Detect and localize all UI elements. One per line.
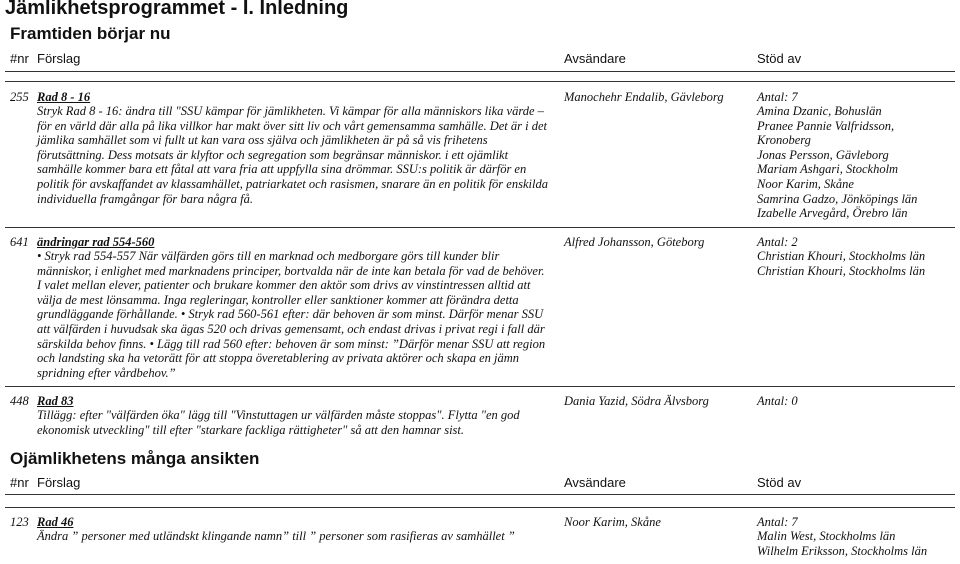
proposal-text-line: politik för avskaffandet av klassamhället, patriarkatet och rasismen, snarare än en politik för enskilda	[37, 176, 548, 191]
proposal-text	[37, 104, 562, 206]
proposal-text-line: samhälle kommer bara ett fåtal att vara fria att uppfylla sina drömmar. SSU:s politik är därför en	[37, 162, 527, 177]
proposal-text-line: och landsting ska ha vetorätt för att stoppa överetablering av privata aktörer och skapa en jämn	[37, 351, 519, 366]
proposal-antal: Antal: 7	[757, 90, 798, 104]
support-list	[757, 249, 925, 278]
column-header-forslag: Förslag	[37, 51, 81, 66]
proposal-text-line: Tillägg: efter "välfärden öka" lägg till "Vinstuttagen ur välfärden måste stoppas". Flytta "en god	[37, 408, 520, 422]
proposal-sender: Manochehr Endalib, Gävleborg	[564, 90, 724, 104]
proposal-rule	[5, 507, 955, 508]
proposal-rad-link[interactable]: Rad 46	[37, 515, 74, 529]
proposal-number: 255	[10, 90, 29, 104]
proposal-rule	[5, 386, 955, 387]
column-header-stod: Stöd av	[757, 475, 802, 490]
supporter: Christian Khouri, Stockholms län	[757, 263, 926, 278]
column-header-forslag: Förslag	[37, 475, 81, 490]
proposal-text	[37, 529, 562, 544]
supporter: Pranee Pannie Valfridsson,	[757, 118, 895, 133]
header-rule	[5, 71, 955, 72]
proposal-text-line: Ändra ” personer med utländskt klingande namn” till ” personer som rasifieras av samhället ”	[37, 529, 515, 543]
header-rule	[5, 494, 955, 495]
document-title: Jämlikhetsprogrammet - I. Inledning	[5, 0, 349, 19]
proposal-number: 641	[10, 235, 29, 249]
support-list	[757, 104, 917, 221]
proposal-rad-link[interactable]: Rad 8 - 16	[37, 90, 91, 104]
supporter: Izabelle Arvegård, Örebro län	[757, 206, 908, 221]
proposal-text-line: grundläggande förhållande. • Stryk rad 560-561 efter: där behoven är som minst. Därför menar SSU	[37, 307, 544, 322]
column-header-nr: #nr	[10, 475, 29, 490]
proposal-rad-link[interactable]: Rad 83	[37, 394, 74, 408]
proposal-text-line: att välfärden i huvudsak ska ägas 520 och drivas gemensamt, och endast drivas i privat regi i fall där	[37, 321, 545, 336]
proposal-text-line: spridning efter vårdbehov.”	[37, 365, 176, 380]
supporter: Malin West, Stockholms län	[757, 529, 896, 543]
supporter: Mariam Ashgari, Stockholm	[757, 162, 899, 177]
proposal-text-line: • Stryk rad 554-557 När välfärden görs till en marknad och medborgare görs till kunder blir	[37, 249, 500, 263]
proposal-text-line: jämlika samhället som vi fullt ut kan vara oss själva och jämlikheten är på så vis frihetens	[37, 133, 488, 148]
proposal-text-line: förutsättning. Dess motsats är klyftor och segregation som begränsar människor. i ett ojämlikt	[37, 147, 509, 162]
supporter: Amina Dzanic, Bohuslän	[757, 104, 882, 118]
proposal-text-line: Stryk Rad 8 - 16: ändra till "SSU kämpar för jämlikheten. Vi kämpar för alla människors lika värde –	[37, 104, 544, 118]
proposal-sender: Dania Yazid, Södra Älvsborg	[564, 394, 709, 408]
proposal-text-line: människor, i enlighet med marknadens principer, bortvalda när de inte kan betala för vad de behöver.	[37, 263, 545, 278]
proposal-text-line: I valet mellan elever, patienter och brukare kommer den aktör som drivs av vinstintressen alltid att	[37, 278, 531, 293]
column-header-nr: #nr	[10, 51, 29, 66]
proposal-text	[37, 249, 562, 380]
proposal-rule	[5, 227, 955, 228]
proposal-text	[37, 408, 562, 437]
supporter: Samrina Gadzo, Jönköpings län	[757, 191, 918, 206]
supporter: Wilhelm Eriksson, Stockholms län	[757, 543, 928, 558]
proposal-antal: Antal: 0	[757, 394, 798, 408]
supporter: Christian Khouri, Stockholms län	[757, 249, 926, 263]
proposal-text-line: för en värld där alla på lika villkor har makt över sitt liv och vårt gemensamma samhälle. Det är i det	[37, 118, 547, 133]
proposal-rad-link[interactable]: ändringar rad 554-560	[37, 235, 155, 249]
proposal-sender: Alfred Johansson, Göteborg	[564, 235, 705, 249]
supporter: Kronoberg	[757, 133, 811, 148]
support-list	[757, 529, 927, 558]
proposal-text-line: välja de mest lönsamma. Inga regleringar, kontroller eller sanktioner kommer att förändra detta	[37, 292, 519, 307]
proposal-rule	[5, 81, 955, 82]
proposal-number: 448	[10, 394, 29, 408]
column-header-stod: Stöd av	[757, 51, 802, 66]
proposal-antal: Antal: 2	[757, 235, 798, 249]
supporter: Jonas Persson, Gävleborg	[757, 147, 889, 162]
column-header-avsandare: Avsändare	[564, 475, 626, 490]
proposal-text-line: individuella framgångar för bara några få.	[37, 191, 253, 206]
proposal-antal: Antal: 7	[757, 515, 798, 529]
section-heading: Ojämlikhetens många ansikten	[10, 449, 260, 468]
proposal-text-line: särskilda behov finns. • Lägg till rad 560 efter: behoven är som minst: ”Därför menar SSU att region	[37, 336, 546, 351]
proposal-text-line: ekonomisk utveckling" till efter "starkare fackliga rättigheter" så att den hamnar sist.	[37, 422, 465, 437]
proposal-number: 123	[10, 515, 29, 529]
proposal-sender: Noor Karim, Skåne	[564, 515, 661, 529]
column-header-avsandare: Avsändare	[564, 51, 626, 66]
section-heading: Framtiden börjar nu	[10, 24, 171, 43]
supporter: Noor Karim, Skåne	[757, 176, 854, 191]
